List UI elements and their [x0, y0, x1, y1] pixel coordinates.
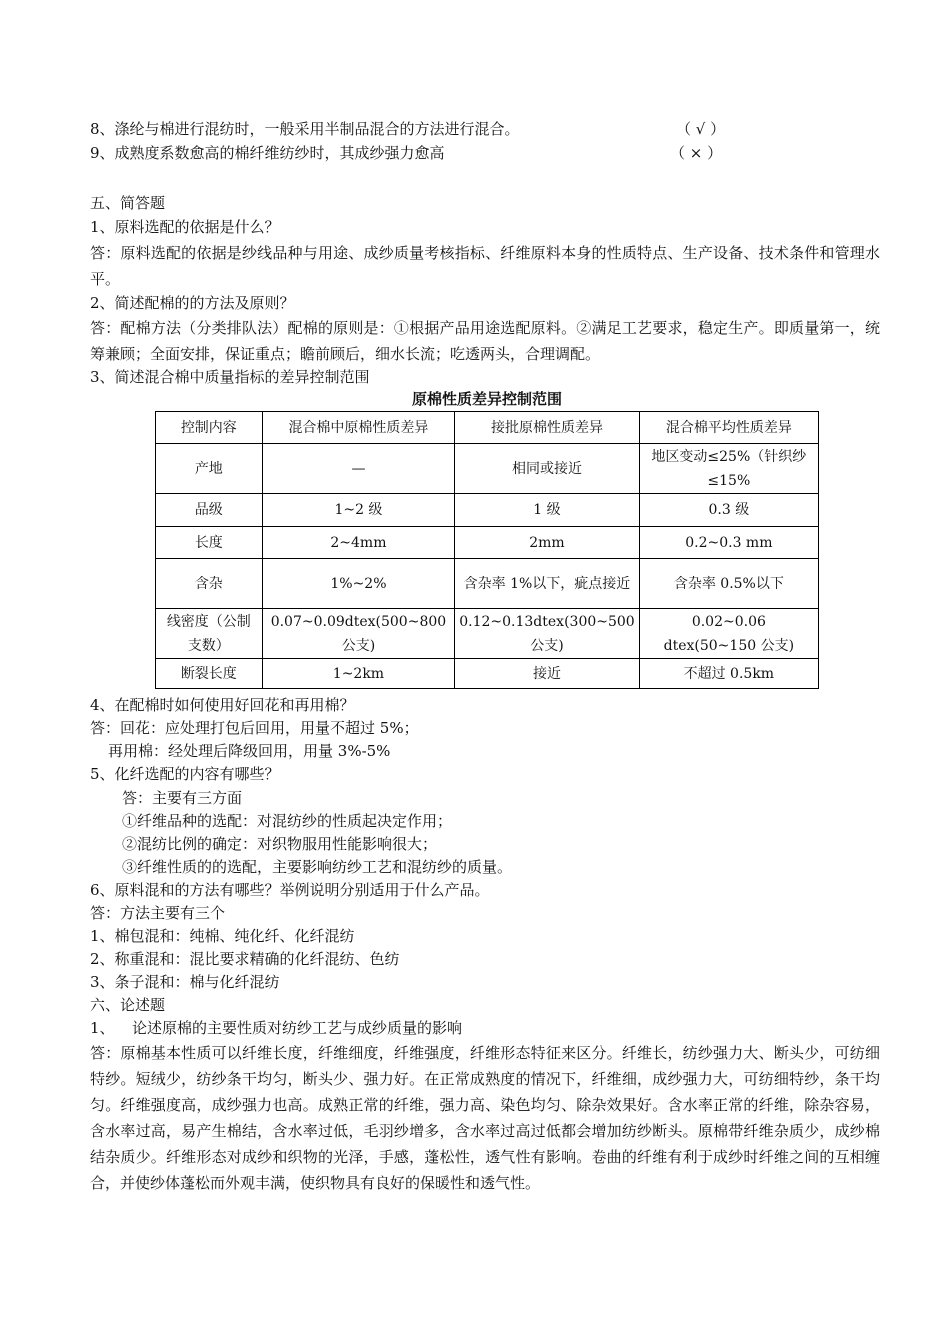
table-row: [156, 527, 819, 559]
table-cell: 相同或接近: [455, 444, 639, 494]
table-cell: 1%~2%: [262, 559, 455, 609]
header-cell: 控制内容: [156, 412, 263, 444]
table-cell: 0.07~0.09dtex(500~800 公支): [262, 609, 455, 659]
answer-5-line-3: ②混纺比例的确定：对织物服用性能影响很大；: [122, 835, 438, 853]
answer-6-line-1: 1、棉包混和：纯棉、纯化纤、化纤混纺: [90, 927, 355, 945]
question-4: 4、在配棉时如何使用好回花和再用棉？: [90, 696, 355, 714]
table-cell: 产地: [156, 444, 263, 494]
answer-5-line-2: ①纤维品种的选配：对混纺纱的性质起决定作用；: [122, 812, 453, 830]
table-cell: 0.3 级: [639, 494, 818, 527]
table-row: [156, 659, 819, 689]
essay-answer-1: 答：原棉基本性质可以纤维长度，纤维细度，纤维强度，纤维形态特征来区分。纤维长，纺纱强力大、断头少，可纺细特纱。短绒少，纺纱条干均匀，断头少、强力好。在正常成熟度的情况下，纤维细，成纱强力大，可纺细特纱，条干均匀。纤维强度高，成纱强力也高。成熟正常的纤维，强力高、染色均匀、除杂效果好。含水率正常的纤维，除杂容易，含水率过高，易产生棉结，含水率过低，毛羽纱增多，含水率过高过低都会增加纺纱断头。原棉带纤维杂质少，成纱棉结杂质少。纤维形态对成纱和织物的光泽，手感，蓬松性，透气性有影响。卷曲的纤维有利于成纱时纤维之间的互相缠合，并使纱体蓬松而外观丰满，使织物具有良好的保暖性和透气性。: [90, 1044, 880, 1192]
question-2: 2、简述配棉的的方法及原则？: [90, 294, 295, 312]
question-3: 3、简述混合棉中质量指标的差异控制范围: [90, 368, 370, 386]
table-cell: 1 级: [455, 494, 639, 527]
control-range-table: [155, 411, 819, 689]
answer-6-line-2: 2、称重混和：混比要求精确的化纤混纺、色纺: [90, 950, 400, 968]
table-cell: 1~2km: [262, 659, 455, 689]
table-row: [156, 494, 819, 527]
table-header-row: [156, 412, 819, 444]
judgment-8-mark: （ √ ）: [676, 120, 726, 138]
table-cell: 地区变动≤25%（针织纱≤15%: [639, 444, 818, 494]
table-cell: 接近: [455, 659, 639, 689]
table-row: [156, 444, 819, 494]
table-cell: 0.12~0.13dtex(300~500 公支): [455, 609, 639, 659]
judgment-9: 9、成熟度系数愈高的棉纤维纺纱时，其成纱强力愈高: [90, 144, 445, 162]
essay-question-number: 1、: [90, 1019, 115, 1037]
header-cell: 混合棉中原棉性质差异: [262, 412, 455, 444]
table-cell: 0.2~0.3 mm: [639, 527, 818, 559]
judgment-9-mark: （ × ）: [670, 144, 723, 162]
essay-question-1: 论述原棉的主要性质对纺纱工艺与成纱质量的影响: [132, 1019, 463, 1037]
table-cell: 含杂: [156, 559, 263, 609]
table-row: [156, 559, 819, 609]
table-cell: 含杂率 0.5%以下: [639, 559, 818, 609]
table-cell: 品级: [156, 494, 263, 527]
table-cell: 线密度（公制支数）: [156, 609, 263, 659]
table-cell: 2mm: [455, 527, 639, 559]
answer-5-line-4: ③纤维性质的的选配，主要影响纺纱工艺和混纺纱的质量。: [122, 858, 513, 876]
answer-6-line-3: 3、条子混和：棉与化纤混纺: [90, 973, 280, 991]
section6-title: 六、论述题: [90, 996, 166, 1014]
question-1: 1、原料选配的依据是什么？: [90, 218, 280, 236]
table-cell: 2~4mm: [262, 527, 455, 559]
table-cell: 含杂率 1%以下，疵点接近: [455, 559, 639, 609]
answer-5-line-1: 答：主要有三方面: [122, 789, 243, 807]
table-cell: —: [262, 444, 455, 494]
question-5: 5、化纤选配的内容有哪些？: [90, 765, 280, 783]
table-cell: 0.02~0.06 dtex(50~150 公支): [639, 609, 818, 659]
question-6: 6、原料混和的方法有哪些？举例说明分别适用于什么产品。: [90, 881, 490, 899]
answer-4-line-2: 再用棉：经处理后降级回用，用量 3%-5%: [108, 742, 391, 760]
header-cell: 接批原棉性质差异: [455, 412, 639, 444]
answer-6-line-0: 答：方法主要有三个: [90, 904, 226, 922]
table-cell: 1~2 级: [262, 494, 455, 527]
table-title: 原棉性质差异控制范围: [411, 390, 562, 408]
table-cell: 不超过 0.5km: [639, 659, 818, 689]
section5-title: 五、简答题: [90, 194, 166, 212]
table-cell: 断裂长度: [156, 659, 263, 689]
answer-2: 答：配棉方法（分类排队法）配棉的原则是：①根据产品用途选配原料。②满足工艺要求，稳定生产。即质量第一，统筹兼顾；全面安排，保证重点；瞻前顾后，细水长流；吃透两头，合理调配。: [90, 319, 880, 363]
header-cell: 混合棉平均性质差异: [639, 412, 818, 444]
table-row: [156, 609, 819, 659]
answer-4-line-1: 答：回花：应处理打包后回用，用量不超过 5%；: [90, 719, 419, 737]
answer-1: 答：原料选配的依据是纱线品种与用途、成纱质量考核指标、纤维原料本身的性质特点、生产设备、技术条件和管理水平。: [90, 244, 880, 288]
table-cell: 长度: [156, 527, 263, 559]
judgment-8: 8、涤纶与棉进行混纺时，一般采用半制品混合的方法进行混合。: [90, 120, 520, 138]
